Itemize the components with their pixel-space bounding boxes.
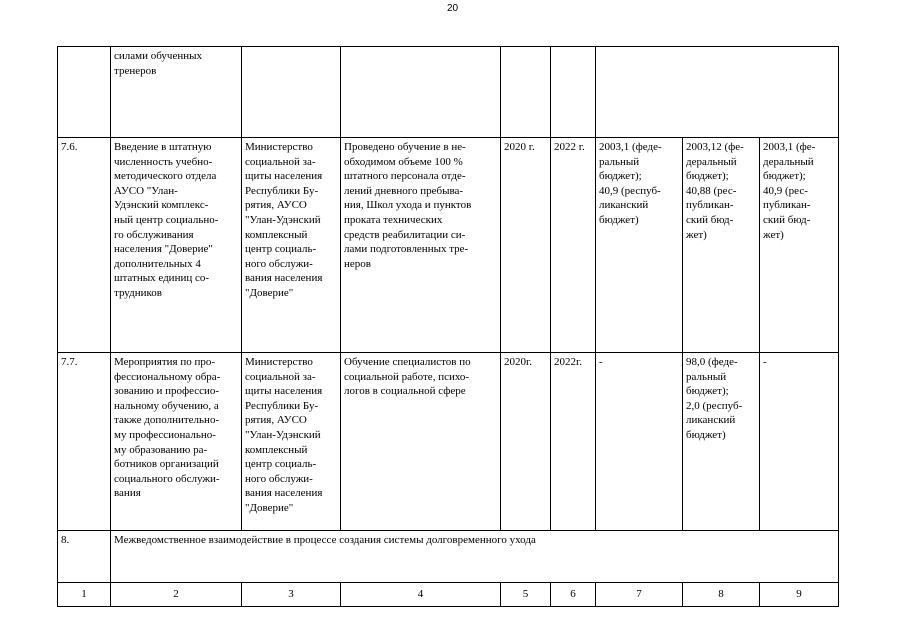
result-cell: Проведено обучение в не- обходимом объеме 100 % штатного персонала отде- лений дневного пребыва- ния, Школ ухода и пунктов проката технических средств реабилитации си- лами подготовленных тре- неров bbox=[341, 138, 501, 353]
funding-cell: - bbox=[760, 353, 839, 531]
column-number: 6 bbox=[551, 583, 596, 607]
funding-cell: 2003,1 (фе- деральный бюджет); 40,9 (рес- публикан- ский бюд- жет) bbox=[760, 138, 839, 353]
section-row bbox=[58, 531, 839, 583]
table-row bbox=[58, 47, 839, 138]
start-year-cell bbox=[501, 47, 551, 138]
section-title-cell: Межведомственное взаимодействие в процессе создания системы долговременного ухода bbox=[111, 531, 839, 583]
end-year-cell: 2022 г. bbox=[551, 138, 596, 353]
column-number: 5 bbox=[501, 583, 551, 607]
column-number: 9 bbox=[760, 583, 839, 607]
column-number: 1 bbox=[58, 583, 111, 607]
table-row bbox=[58, 138, 839, 353]
column-number: 4 bbox=[341, 583, 501, 607]
column-number: 3 bbox=[242, 583, 341, 607]
column-number: 8 bbox=[683, 583, 760, 607]
row-number-cell bbox=[58, 47, 111, 138]
measure-cell: силами обученных тренеров bbox=[111, 47, 242, 138]
measure-cell: Мероприятия по про- фессиональному обра- зованию и профессио- нальному обучению, а также дополнительно- му профессионально- му образованию ра- ботников организаций социального обслужи- вания bbox=[111, 353, 242, 531]
executor-cell: Министерство социальной за- щиты населения Республики Бу- рятия, АУСО "Улан-Удэнский комплексный центр социаль- ного обслужи- вания населения "Доверие" bbox=[242, 138, 341, 353]
result-cell: Обучение специалистов по социальной работе, психо- логов в социальной сфере bbox=[341, 353, 501, 531]
column-numbers-row bbox=[58, 583, 839, 607]
row-number-cell: 7.7. bbox=[58, 353, 111, 531]
row-number-cell: 7.6. bbox=[58, 138, 111, 353]
executor-cell: Министерство социальной за- щиты населения Республики Бу- рятия, АУСО "Улан-Удэнский комплексный центр социаль- ного обслужи- вания населения "Доверие" bbox=[242, 353, 341, 531]
end-year-cell: 2022г. bbox=[551, 353, 596, 531]
measure-cell: Введение в штатную численность учебно- методического отдела АУСО "Улан- Удэнский комплекс- ный центр социально- го обслуживания населения "Доверие" дополнительных 4 штатных единиц со- трудников bbox=[111, 138, 242, 353]
executor-cell bbox=[242, 47, 341, 138]
funding-cell: 2003,12 (фе- деральный бюджет); 40,88 (рес- публикан- ский бюд- жет) bbox=[683, 138, 760, 353]
funding-cell: - bbox=[596, 353, 683, 531]
page-number: 20 bbox=[446, 3, 459, 14]
column-number: 7 bbox=[596, 583, 683, 607]
measures-table bbox=[57, 46, 839, 607]
table-row bbox=[58, 353, 839, 531]
funding-cell: 2003,1 (феде- ральный бюджет); 40,9 (респуб- ликанский бюджет) bbox=[596, 138, 683, 353]
start-year-cell: 2020 г. bbox=[501, 138, 551, 353]
funding-cell bbox=[596, 47, 839, 138]
funding-cell: 98,0 (феде- ральный бюджет); 2,0 (респуб- ликанский бюджет) bbox=[683, 353, 760, 531]
result-cell bbox=[341, 47, 501, 138]
column-number: 2 bbox=[111, 583, 242, 607]
section-number-cell: 8. bbox=[58, 531, 111, 583]
start-year-cell: 2020г. bbox=[501, 353, 551, 531]
end-year-cell bbox=[551, 47, 596, 138]
